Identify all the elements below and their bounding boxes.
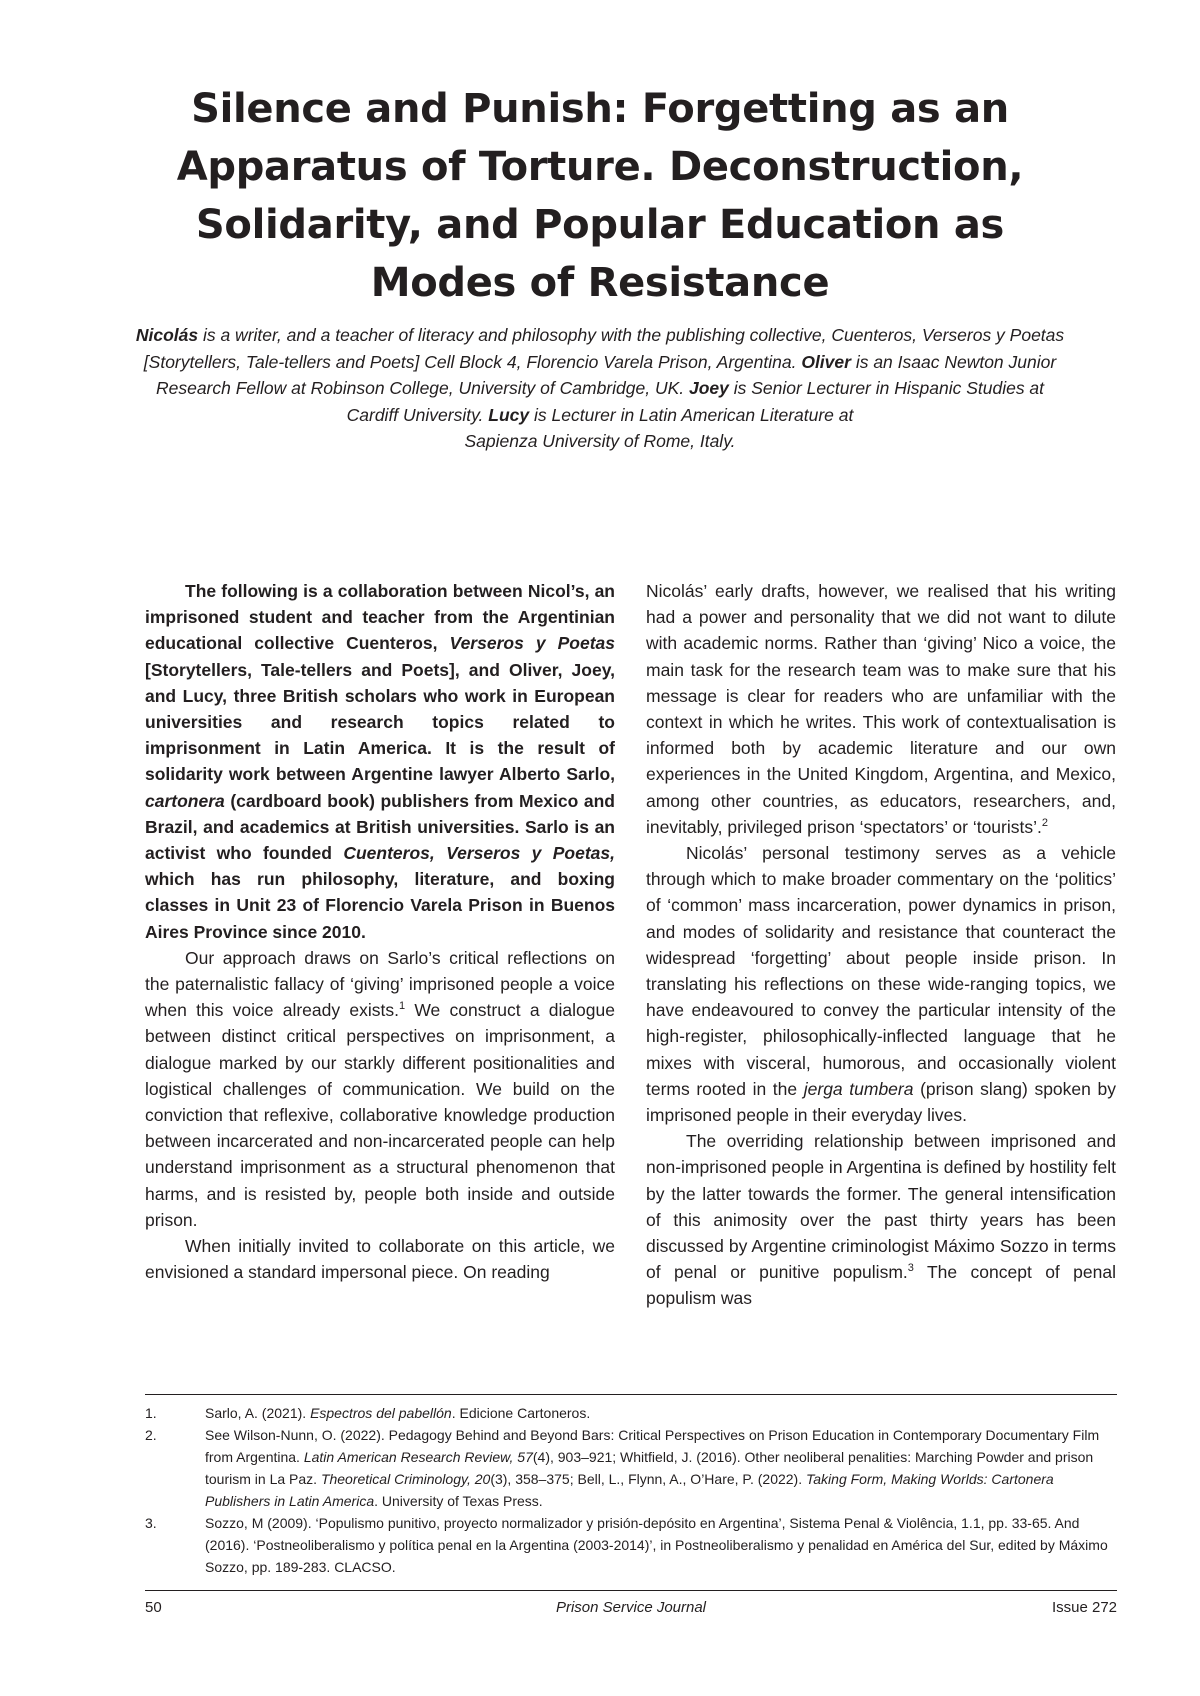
footnote [145,1424,1117,1512]
title-line: Solidarity, and Popular Education as [195,202,1005,248]
footnote-segment: Sarlo, A. (2021). [205,1405,311,1421]
title-line: Apparatus of Torture. Deconstruction, [176,144,1024,190]
body-text: (prison slang) spoken by imprisoned people in their everyday lives. [646,1078,1116,1126]
body-paragraph [646,840,1116,1128]
body-text: Nicolás’ early drafts, however, we realised that his writing had a power and personality that we did not want to dilute with academic norms. Rather than ‘giving’ Nico a voice, the main task for the research team was to make sure that his message is clear for readers who are unfamiliar with the context in which he writes. This work of contextualisation is informed both by academic literature and our own experiences in the United Kingdom, Argentina, and Mexico, among other countries, as educators, researchers, and, inevitably, privileged prison ‘spectators’ or ‘tourists’. [646,581,1116,837]
footnote-emphasis: Espectros del pabellón [310,1405,452,1421]
footnote-number: 3. [145,1515,157,1531]
footnote-emphasis: Taking Form, Making Worlds: Cartonera Publishers in Latin America [205,1471,1054,1509]
lead-emphasis: Cuenteros, Verseros y Poetas, [343,843,615,864]
footnote-segment: See Wilson-Nunn, O. (2022). Pedagogy Behind and Beyond Bars: Critical Perspectives on Prison Education in Contemporary Documentary Film from Argentina. [205,1427,1100,1465]
body-text: Nicolás’ personal testimony serves as a vehicle through which to make broader commentary on the ‘politics’ of ‘common’ mass incarceration, power dynamics in prison, and modes of solidarity and resistance that counteract the widespread ‘forgetting’ about people inside prison. In translating his reflections on these wide-ranging topics, we have endeavoured to convey the particular intensity of the high-register, philosophically-inflected language that he mixes with visceral, humorous, and occasionally violent terms rooted in the [646,843,1116,1099]
footnote-emphasis: Theoretical Criminology, 20 [320,1471,491,1487]
footnote-text [205,1424,1117,1512]
footer-divider [145,1590,1117,1591]
footnote-ref[interactable]: 3 [907,1262,914,1275]
lead-emphasis: cartonera [145,790,225,811]
footnote-segment: (4), 903–921; Whitfield, J. (2016). Other neoliberal penalities: Marching Powder and prison tourism in La Paz. [205,1449,1094,1487]
body-paragraph [646,1128,1116,1311]
footnote [145,1512,1117,1578]
title-line: Modes of Resistance [370,260,830,306]
author-bio: is a writer, and a teacher of literacy and philosophy with the publishing collective, Cuenteros, Verseros y Poetas [Storytellers, Tale-tellers and Poets] Cell Block 4, Florencio Varela Prison, Argentina. [143,325,1065,372]
footnote-ref[interactable]: 2 [1041,817,1048,829]
body-column-right [646,578,1116,1312]
author-bio: is an Isaac Newton Junior Research Fellow at Robinson College, University of Cambridge, UK. [155,351,1057,398]
author-name: Nicolás [135,325,199,345]
author-bio: Sapienza University of Rome, Italy. [464,431,736,451]
body-text: The overriding relationship between imprisoned and non-imprisoned people in Argentina is defined by hostility felt by the latter towards the former. The general intensification of this animosity over the past thirty years has been discussed by Argentine criminologist Máximo Sozzo in terms of penal or punitive populism. [646,1131,1116,1283]
author-bio: is Senior Lecturer in Hispanic Studies at Cardiff University. [346,378,1045,425]
page-number: 50 [145,1599,162,1616]
body-text: Our approach draws on Sarlo’s critical reflections on the paternalistic fallacy of ‘giving’ imprisoned people a voice when this voice already exists. [145,947,615,1021]
author-bios [130,322,1070,455]
title-line: Silence and Punish: Forgetting as an [191,86,1009,132]
footnote-emphasis: Latin American Research Review, 57 [303,1449,533,1465]
author-name: Oliver [801,351,851,372]
body-paragraph [145,1233,615,1285]
body-text: We construct a dialogue between distinct critical perspectives on imprisonment, a dialogue marked by our starkly different positionalities and logistical challenges of communication. We build on the conviction that reflexive, collaborative knowledge production between incarcerated and non-incarcerated people can help understand imprisonment as a structural phenomenon that harms, and is resisted by, people both inside and outside prison. [145,1000,615,1230]
footnote-segment: . Edicione Cartoneros. [451,1405,591,1421]
author-name: Lucy [488,404,530,425]
author-bio: is Lecturer in Latin American Literature at [529,404,854,425]
author-name: Joey [688,378,729,398]
footnote-text: Sozzo, M (2009). ‘Populismo punitivo, proyecto normalizador y prisión-depósito en Argentina’, Sistema Penal & Violência, 1.1, pp. 33-65. And (2016). ‘Postneoliberalismo y política penal en la Argentina (2003-2014)’, in Postneoliberalismo y penalidad en América del Sur, edited by Máximo Sozzo, pp. 189-283. CLACSO. [205,1515,1108,1575]
lead-text: The following is a collaboration between Nicol’s, an imprisoned student and teacher from the Argentinian educational collective Cuenteros, [145,581,615,654]
footnotes [145,1402,1117,1578]
lead-paragraph [145,578,615,945]
body-emphasis: jerga tumbera [803,1078,914,1099]
footnote-segment: (3), 358–375; Bell, L., Flynn, A., O’Hare, P. (2022). [490,1471,806,1487]
lead-text: (cardboard book) publishers from Mexico and Brazil, and academics at British universities. Sarlo is an activist who founded [145,790,615,864]
footnote-divider [145,1394,1117,1395]
issue-number: Issue 272 [1051,1599,1117,1616]
footnote [145,1402,1117,1424]
footnote-segment: . University of Texas Press. [374,1493,543,1509]
body-column-left [145,578,615,1285]
journal-name: Prison Service Journal [555,1599,707,1616]
footnote-ref[interactable]: 1 [398,1000,406,1013]
lead-text: [Storytellers, Tale-tellers and Poets], and Oliver, Joey, and Lucy, three British scholars who work in European universities and research topics related to imprisonment in Latin America. It is the result of solidarity work between Argentine lawyer Alberto Sarlo, [145,659,615,785]
footnote-number: 2. [145,1427,157,1443]
body-text: When initially invited to collaborate on this article, we envisioned a standard impersonal piece. On reading [145,1236,615,1283]
footnote-text [205,1402,1117,1424]
lead-text: which has run philosophy, literature, and boxing classes in Unit 23 of Florencio Varela Prison in Buenos Aires Province since 2010. [145,869,615,942]
footnote-number: 1. [145,1405,157,1421]
lead-emphasis: Verseros y Poetas [449,633,616,654]
body-paragraph [145,945,615,1233]
body-paragraph [646,578,1116,840]
article-title [130,80,1070,312]
body-text: The concept of penal populism was [646,1262,1117,1309]
